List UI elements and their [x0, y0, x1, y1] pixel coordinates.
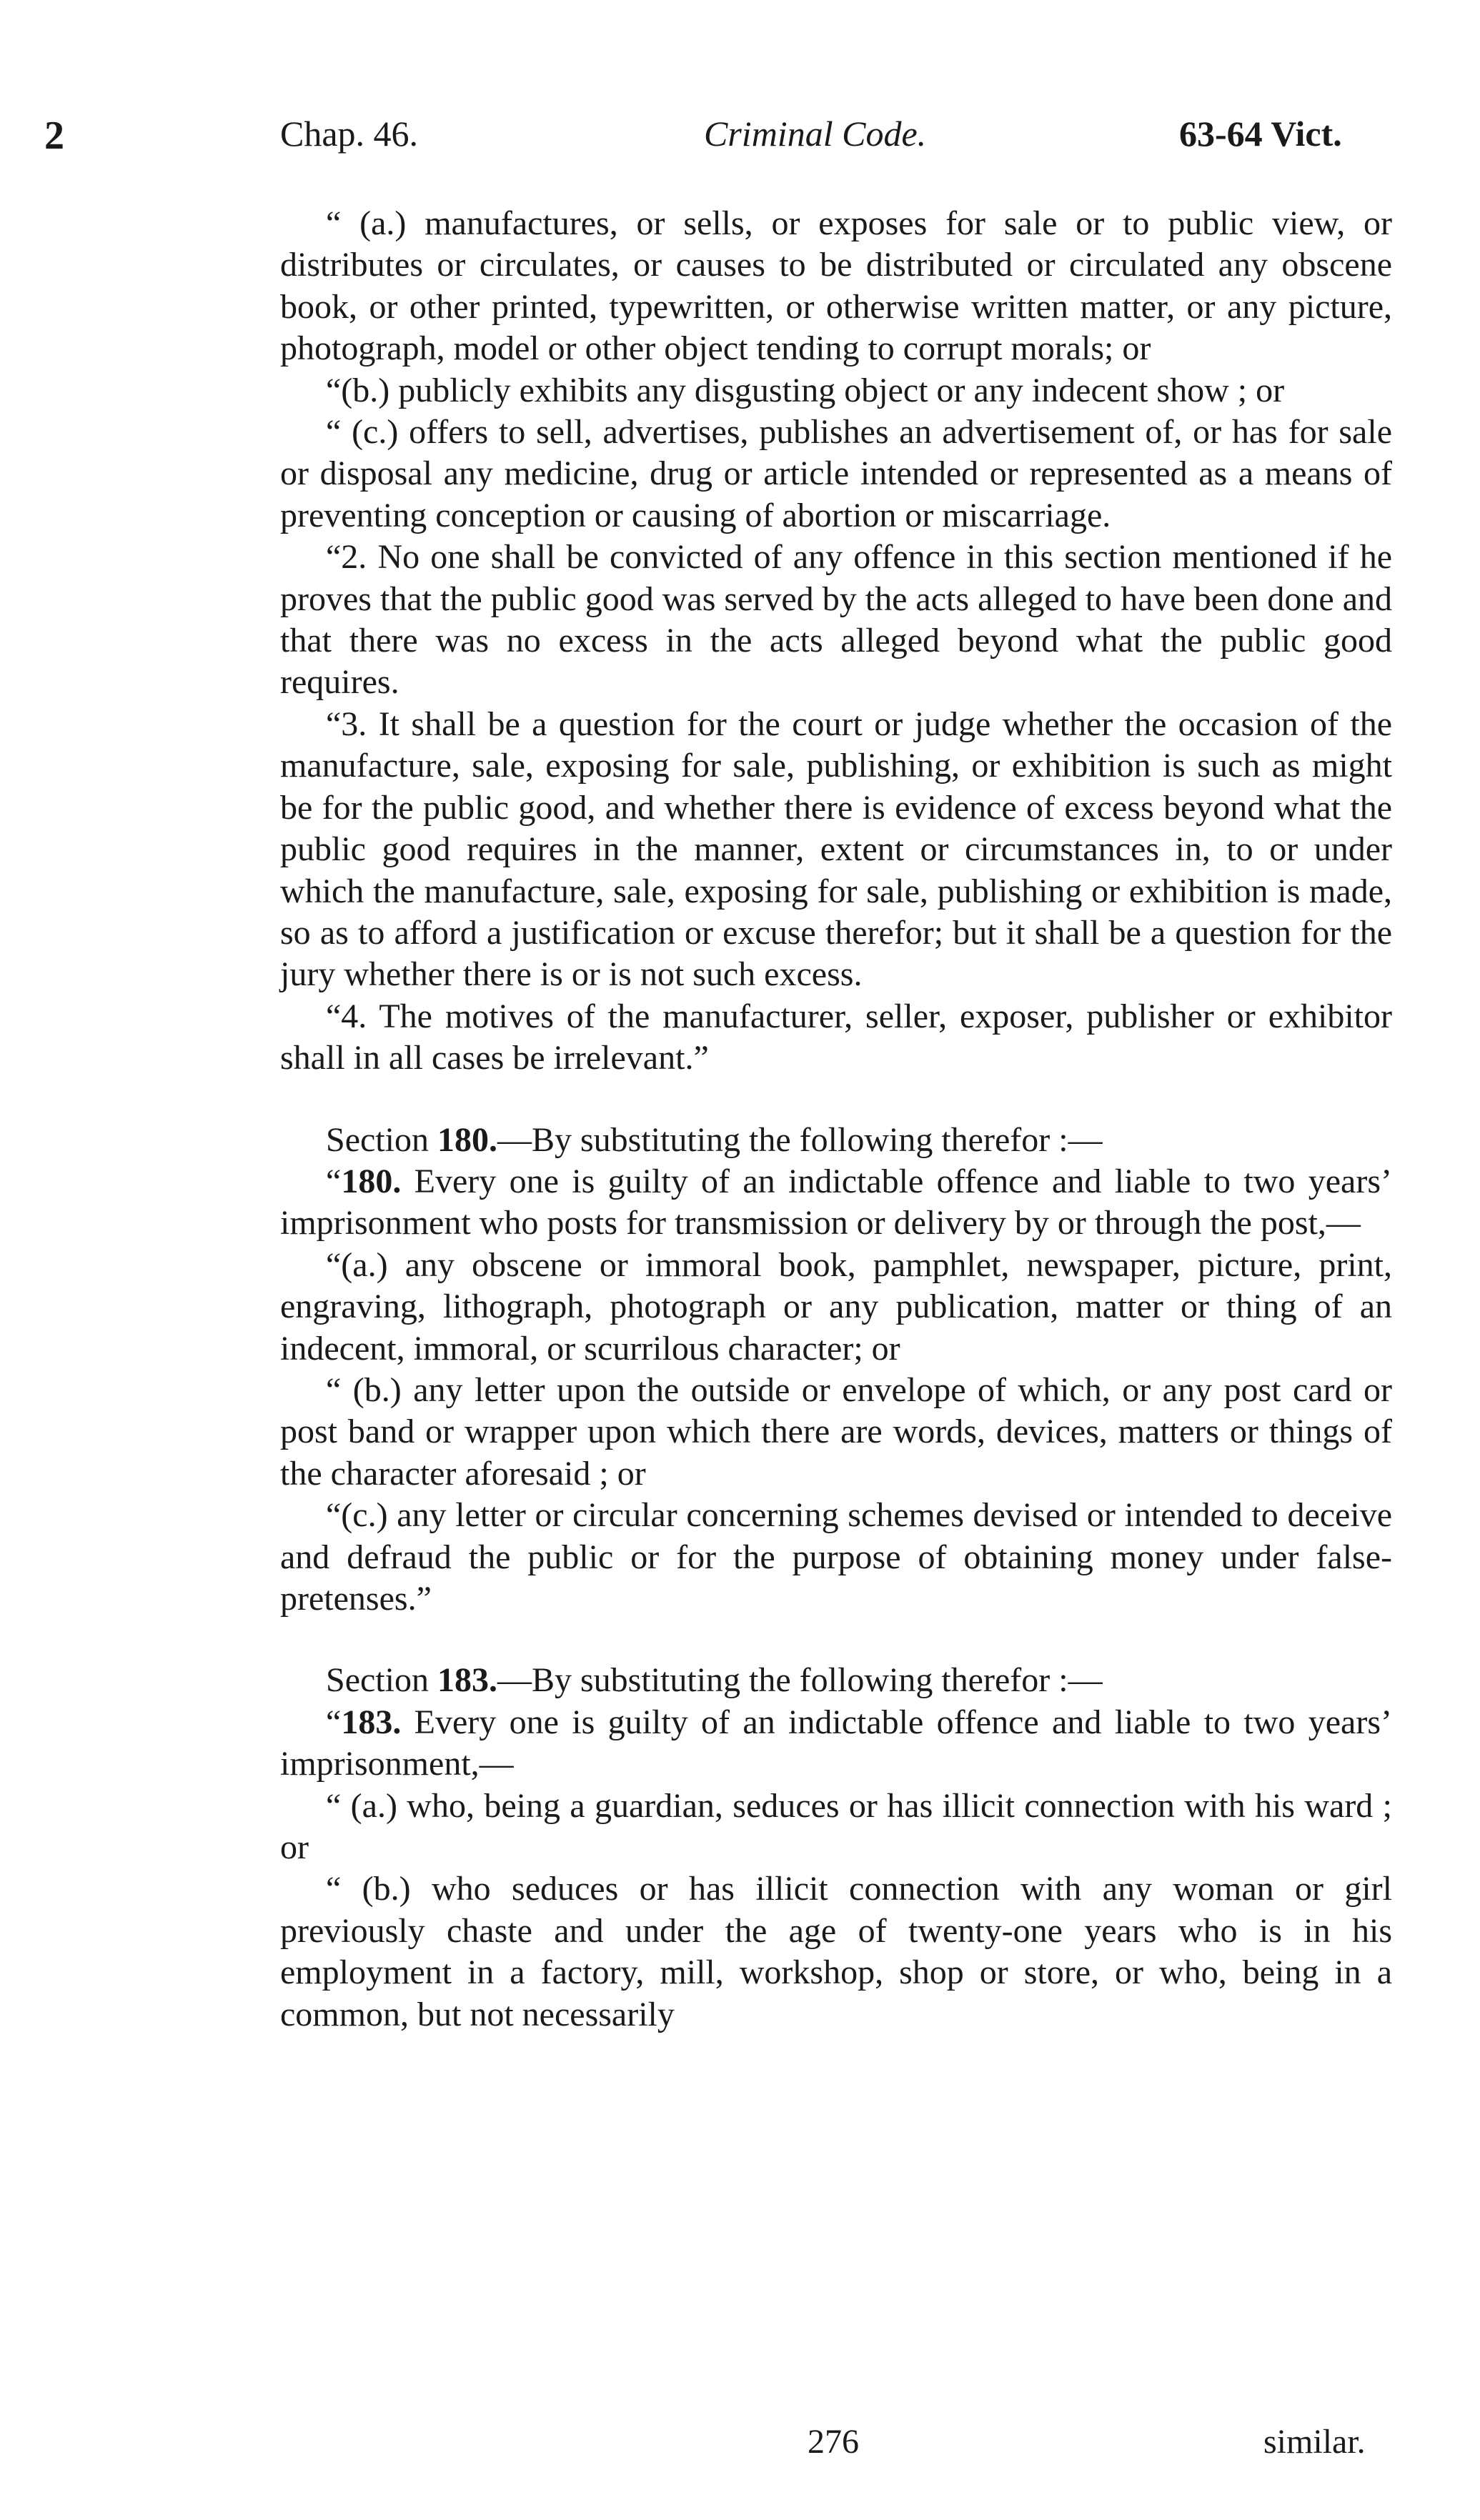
- section-183-heading-post: —By substituting the following therefor :—: [497, 1661, 1103, 1700]
- section-183-heading-pre: Section: [326, 1661, 437, 1700]
- section-183-heading: [280, 1660, 1392, 1701]
- paragraph-c-medicine: “ (c.) offers to sell, advertises, publishes an advertisement of, or has for sale or disposal any medicine, drug or article intended or represented as a means of preventing conception or causing of abortion or miscarriage.: [280, 413, 1392, 534]
- section-180-paragraph-b: “ (b.) any letter upon the outside or envelope of which, or any post card or post band or wrapper upon which there are words, devices, matters or things of the character aforesaid ; or: [280, 1370, 1392, 1493]
- catchword: similar.: [1263, 2423, 1366, 2461]
- running-header: [0, 107, 1480, 171]
- section-183-text: [280, 1702, 1392, 1786]
- paragraph-b-indecent-show: “(b.) publicly exhibits any disgusting object or any indecent show ; or: [326, 371, 1285, 409]
- section-183-number: 183.: [437, 1661, 497, 1700]
- folio-number: 276: [808, 2423, 859, 2461]
- paragraph-a-obscene-matter: “ (a.) manufactures, or sells, or exposes for sale or to public view, or distributes or circulates, or causes to be distributed or circulated any obscene book, or other printed, typewritten, or otherwise written matter, or any picture, photograph, model or other object tending to corrupt morals; or: [280, 204, 1392, 368]
- running-title: Criminal Code.: [704, 114, 927, 154]
- section-180-paragraph-c: “(c.) any letter or circular concerning schemes devised or intended to deceive and defraud the public or for the purpose of obtaining money under false-pretenses.”: [280, 1496, 1392, 1618]
- regnal-year: 63-64 Vict.: [1179, 114, 1342, 154]
- section-180-number: 180.: [437, 1120, 497, 1159]
- page-number: 2: [44, 114, 64, 158]
- chapter-label: Chap. 46.: [280, 114, 419, 154]
- section-180-heading-post: —By substituting the following therefor :—: [497, 1120, 1103, 1159]
- section-180-text-body: Every one is guilty of an indictable offence and liable to two years’ imprisonment who posts for transmission or delivery by or through the post,—: [280, 1162, 1392, 1242]
- section-180-text: [280, 1161, 1392, 1245]
- section-183-paragraph-a: “ (a.) who, being a guardian, seduces or has illicit connection with his ward ; or: [280, 1786, 1392, 1867]
- subsection-2: “2. No one shall be convicted of any offence in this section mentioned if he proves that the public good was served by the acts alleged to have been done and that there was no excess in the acts alleged beyond what the public good requires.: [280, 538, 1392, 702]
- section-183-text-number: 183.: [341, 1703, 402, 1741]
- body-text: [280, 203, 1392, 2036]
- section-180-quote-mark: “: [326, 1162, 342, 1200]
- section-180-heading-pre: Section: [326, 1120, 437, 1159]
- section-180-text-number: 180.: [341, 1162, 402, 1200]
- section-spacer: [280, 1620, 1392, 1660]
- subsection-4: “4. The motives of the manufacturer, seller, exposer, publisher or exhibitor shall in all cases be irrelevant.”: [280, 997, 1392, 1077]
- section-spacer: [280, 1080, 1392, 1120]
- section-183-quote-mark: “: [326, 1703, 342, 1741]
- section-180-paragraph-a: “(a.) any obscene or immoral book, pamphlet, newspaper, picture, print, engraving, lithograph, photograph or any publication, matter or thing of an indecent, immoral, or scurrilous character; or: [280, 1245, 1392, 1368]
- subsection-3: “3. It shall be a question for the court or judge whether the occasion of the manufacture, sale, exposing for sale, publishing, or exhibition is such as might be for the public good, and whether there is evidence of excess beyond what the public good requires in the manner, extent or circumstances in, to or under which the manufacture, sale, exposing for sale, publishing or exhibition is made, so as to afford a justification or excuse therefor; but it shall be a question for the jury whether there is or is not such excess.: [280, 704, 1392, 994]
- section-183-paragraph-b: “ (b.) who seduces or has illicit connection with any woman or girl previously chaste and under the age of twenty-one years who is in his employment in a factory, mill, workshop, shop or store, or who, being in a common, but not necessarily: [280, 1870, 1392, 2033]
- section-183-text-body: Every one is guilty of an indictable offence and liable to two years’ imprisonment,—: [280, 1703, 1392, 1783]
- section-180-heading: [280, 1120, 1392, 1161]
